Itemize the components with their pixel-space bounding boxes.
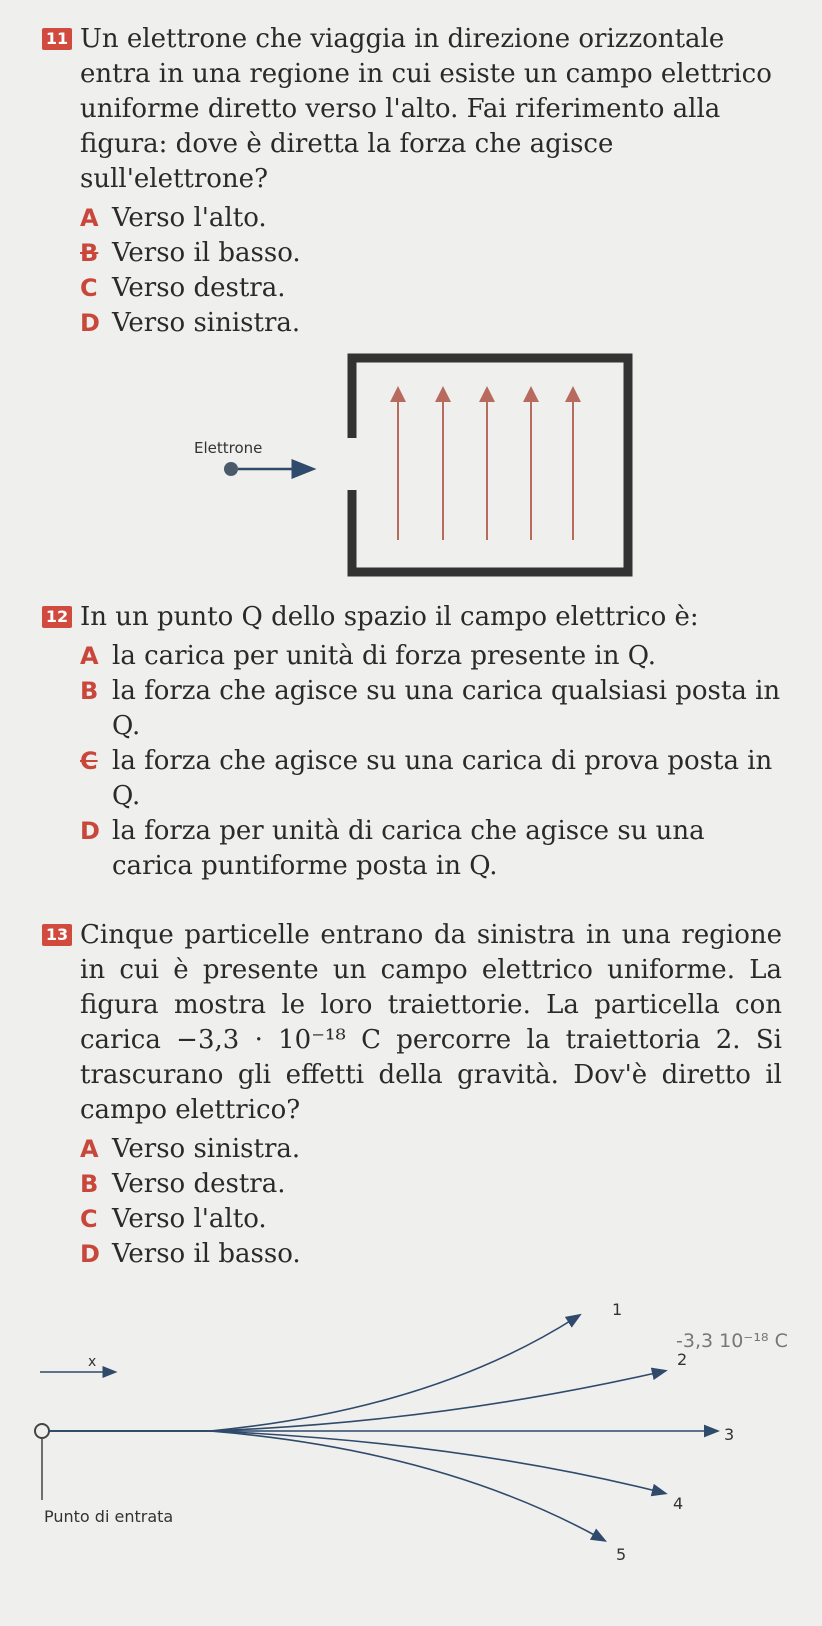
question-13-option-d[interactable] <box>80 1237 782 1272</box>
question-12-option-b[interactable] <box>80 674 782 744</box>
question-11 <box>42 22 782 341</box>
trajectory-5-label: 5 <box>616 1545 627 1564</box>
x-axis-label: x <box>88 1354 97 1370</box>
field-region-box <box>352 358 628 572</box>
question-12-option-a[interactable] <box>80 639 782 674</box>
question-11-option-d[interactable] <box>80 306 782 341</box>
option-text: Verso sinistra. <box>112 1134 301 1164</box>
option-text: la forza che agisce su una carica qualsiasi posta in Q. <box>112 676 781 741</box>
option-text: la forza per unità di carica che agisce su una carica puntiforme posta in Q. <box>112 816 705 881</box>
option-letter: A <box>80 204 99 232</box>
option-text: Verso l'alto. <box>112 1204 267 1234</box>
entry-point <box>35 1424 49 1438</box>
question-12-stem <box>42 600 782 635</box>
question-11-stem <box>42 22 782 197</box>
option-letter: B <box>80 677 99 705</box>
option-text: Verso destra. <box>112 273 286 303</box>
option-letter: A <box>80 642 99 670</box>
option-text: Verso destra. <box>112 1169 286 1199</box>
option-text: la forza che agisce su una carica di prova posta in Q. <box>112 746 773 811</box>
question-13-text: Cinque particelle entrano da sinistra in una regione in cui è presente un campo elettrico uniforme. La figura mostra le loro traiettorie. La particella con carica −3,3 · 10⁻¹⁸ C percorre la traiettoria 2. Si trascurano gli effetti della gravità. Dov'è diretto il campo elettrico? <box>80 920 782 1125</box>
question-12-option-c[interactable] <box>80 744 782 814</box>
question-11-text: Un elettrone che viaggia in direzione orizzontale entra in una regione in cui esiste un campo elettrico uniforme diretto verso l'alto. Fai riferimento alla figura: dove è diretta la forza che agisce sull'elettrone? <box>80 24 772 194</box>
question-11-option-c[interactable] <box>80 271 782 306</box>
question-12 <box>42 600 782 884</box>
question-13-option-a[interactable] <box>80 1132 782 1167</box>
question-13-stem <box>42 918 782 1128</box>
option-text: Verso l'alto. <box>112 203 267 233</box>
field-lines <box>398 394 573 540</box>
option-letter: B <box>80 1170 99 1198</box>
trajectory-1 <box>49 1318 575 1431</box>
trajectory-4 <box>49 1431 660 1492</box>
question-11-figure <box>0 350 822 585</box>
entry-point-label: Punto di entrata <box>44 1507 174 1526</box>
option-letter: C <box>80 747 98 775</box>
question-11-number: 11 <box>42 28 72 50</box>
option-text: la carica per unità di forza presente in Q. <box>112 641 656 671</box>
option-letter: B <box>80 239 99 267</box>
question-13-option-b[interactable] <box>80 1167 782 1202</box>
question-12-option-d[interactable] <box>80 814 782 884</box>
option-text: Verso sinistra. <box>112 308 301 338</box>
option-letter: A <box>80 1135 99 1163</box>
option-letter: D <box>80 309 100 337</box>
option-letter: D <box>80 817 100 845</box>
question-11-options <box>42 201 782 341</box>
question-13-figure <box>0 1300 822 1626</box>
option-text: Verso il basso. <box>112 1239 301 1269</box>
trajectory-2 <box>49 1372 660 1431</box>
question-13-option-c[interactable] <box>80 1202 782 1237</box>
option-letter: C <box>80 274 98 302</box>
option-text: Verso il basso. <box>112 238 301 268</box>
question-12-options <box>42 639 782 884</box>
question-12-number: 12 <box>42 606 72 628</box>
question-11-option-a[interactable] <box>80 201 782 236</box>
trajectories <box>49 1318 712 1538</box>
question-13-options <box>42 1132 782 1272</box>
trajectory-2-label: 2 <box>677 1350 688 1369</box>
trajectory-3-label: 3 <box>724 1425 735 1444</box>
handwritten-note: -3,3 10⁻¹⁸ C <box>676 1330 788 1352</box>
question-13-number: 13 <box>42 924 72 946</box>
question-11-option-b[interactable] <box>80 236 782 271</box>
electron-dot <box>224 462 238 476</box>
trajectory-1-label: 1 <box>612 1300 623 1319</box>
question-13 <box>42 918 782 1272</box>
electron-label: Elettrone <box>194 439 263 457</box>
trajectory-4-label: 4 <box>673 1494 684 1513</box>
option-letter: C <box>80 1205 98 1233</box>
question-12-text: In un punto Q dello spazio il campo elettrico è: <box>80 602 699 632</box>
option-letter: D <box>80 1240 100 1268</box>
